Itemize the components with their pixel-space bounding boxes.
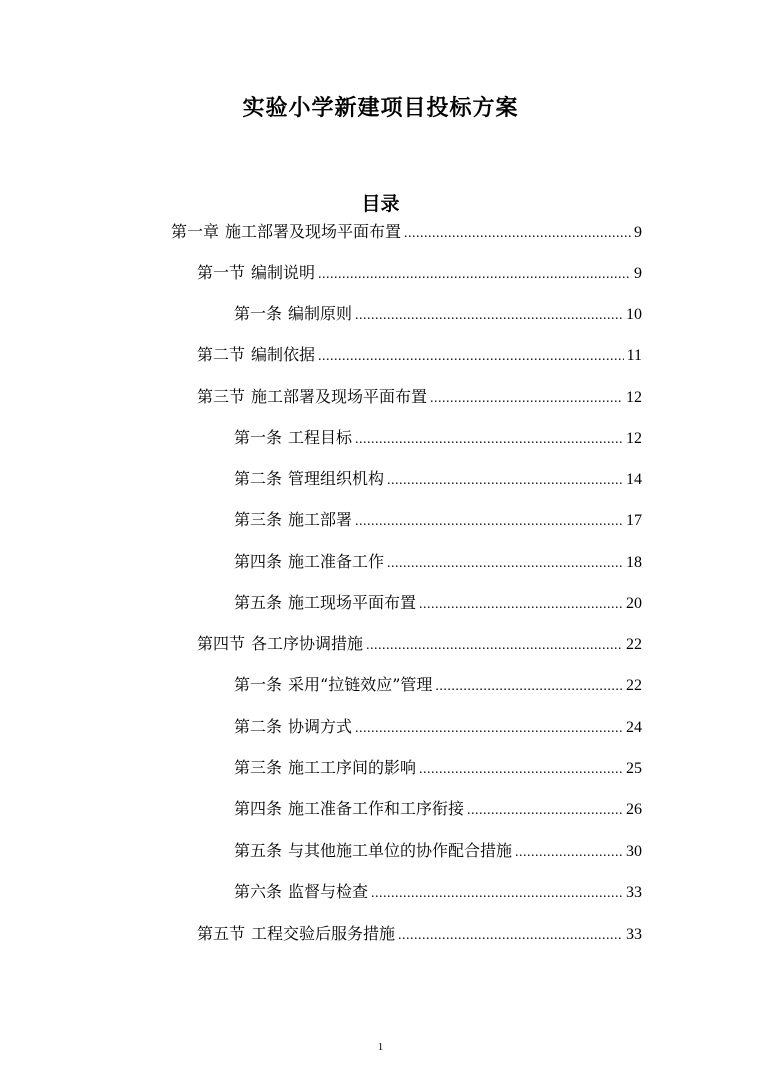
toc-entry-number: 第一条 [234, 304, 283, 323]
toc-dot-leader [318, 262, 631, 288]
toc-dot-leader [355, 509, 623, 535]
toc-entry-page: 12 [626, 389, 642, 406]
toc-article-1-4-3[interactable] [234, 755, 642, 781]
toc-entry-number: 第二条 [234, 469, 283, 488]
toc-chapter-1[interactable] [171, 219, 642, 245]
toc-article-1-3-2[interactable] [234, 466, 642, 492]
toc-entry-title: 各工序协调措施 [251, 634, 364, 653]
toc-entry-page: 9 [634, 265, 642, 282]
toc-entry-page: 22 [626, 677, 642, 694]
toc-dot-leader [355, 303, 623, 329]
toc-article-1-4-1[interactable] [234, 672, 642, 698]
toc-entry-page: 30 [626, 843, 642, 860]
toc-section-1-4[interactable] [197, 631, 642, 657]
toc-heading: 目录 [361, 193, 400, 215]
toc-dot-leader [398, 923, 623, 949]
toc-entry-title: 编制原则 [288, 304, 353, 323]
toc-entry-number: 第五节 [197, 924, 246, 943]
toc-entry-title: 与其他施工单位的协作配合措施 [288, 841, 513, 860]
toc-entry-title: 监督与检查 [288, 882, 369, 901]
toc-entry-title: 采用“拉链效应”管理 [288, 675, 433, 694]
toc-entry-title: 施工准备工作 [288, 552, 385, 571]
toc-entry-number: 第三节 [197, 387, 246, 406]
toc-entry-number: 第三条 [234, 758, 283, 777]
toc-article-1-3-4[interactable] [234, 549, 642, 575]
toc-entry-page: 14 [626, 471, 642, 488]
toc-dot-leader [515, 840, 623, 866]
toc-dot-leader [430, 386, 623, 412]
toc-dot-leader [435, 674, 623, 700]
toc-article-1-4-6[interactable] [234, 879, 642, 905]
toc-entry-page: 33 [626, 926, 642, 943]
toc-entry-page: 33 [626, 884, 642, 901]
toc-article-1-3-3[interactable] [234, 507, 642, 533]
toc-article-1-4-2[interactable] [234, 714, 642, 740]
toc-entry-number: 第五条 [234, 593, 283, 612]
toc-section-1-2[interactable] [197, 342, 642, 368]
document-title: 实验小学新建项目投标方案 [242, 96, 519, 121]
toc-article-1-1-1[interactable] [234, 301, 642, 327]
toc-section-1-5[interactable] [197, 921, 642, 947]
toc-entry-number: 第三条 [234, 510, 283, 529]
toc-entry-number: 第一节 [197, 263, 246, 282]
toc-article-1-4-4[interactable] [234, 796, 642, 822]
toc-entry-number: 第四节 [197, 634, 246, 653]
toc-entry-number: 第二节 [197, 345, 246, 364]
toc-dot-leader [467, 798, 623, 824]
toc-entry-title: 施工工序间的影响 [288, 758, 417, 777]
toc-entry-page: 20 [626, 595, 642, 612]
toc-entry-number: 第二条 [234, 717, 283, 736]
toc-article-1-3-1[interactable] [234, 425, 642, 451]
toc-entry-number: 第六条 [234, 882, 283, 901]
toc-dot-leader [419, 757, 623, 783]
toc-entry-title: 施工准备工作和工序衔接 [288, 799, 465, 818]
toc-dot-leader [387, 551, 623, 577]
toc-entry-page: 11 [626, 347, 642, 364]
toc-article-1-3-5[interactable] [234, 590, 642, 616]
toc-dot-leader [419, 592, 623, 618]
toc-article-1-4-5[interactable] [234, 838, 642, 864]
toc-entry-title: 施工现场平面布置 [288, 593, 417, 612]
toc-dot-leader [355, 716, 623, 742]
toc-dot-leader [318, 344, 624, 370]
toc-entry-title: 编制依据 [251, 345, 316, 364]
toc-entry-number: 第一章 [171, 222, 220, 241]
toc-entry-page: 22 [626, 636, 642, 653]
toc-entry-number: 第四条 [234, 799, 283, 818]
toc-entry-page: 9 [634, 224, 642, 241]
toc-entry-page: 10 [626, 306, 642, 323]
toc-entry-title: 施工部署 [288, 510, 353, 529]
toc-dot-leader [355, 427, 623, 453]
toc-entry-number: 第一条 [234, 675, 283, 694]
toc-entry-number: 第四条 [234, 552, 283, 571]
toc-entry-title: 工程交验后服务措施 [251, 924, 396, 943]
toc-entry-page: 18 [626, 554, 642, 571]
toc-dot-leader [404, 221, 631, 247]
toc-entry-title: 管理组织机构 [288, 469, 385, 488]
toc-entry-page: 17 [626, 512, 642, 529]
page-number: 1 [377, 1041, 384, 1053]
toc-entry-page: 26 [626, 801, 642, 818]
toc-dot-leader [387, 468, 623, 494]
toc-entry-title: 工程目标 [288, 428, 353, 447]
toc-dot-leader [366, 633, 623, 659]
toc-entry-title: 施工部署及现场平面布置 [251, 387, 428, 406]
toc-entry-page: 12 [626, 430, 642, 447]
toc-section-1-1[interactable] [197, 260, 642, 286]
toc-entry-page: 25 [626, 760, 642, 777]
toc-entry-number: 第一条 [234, 428, 283, 447]
toc-dot-leader [371, 881, 623, 907]
toc-entry-title: 编制说明 [251, 263, 316, 282]
toc-section-1-3[interactable] [197, 384, 642, 410]
toc-entry-page: 24 [626, 719, 642, 736]
toc-entry-number: 第五条 [234, 841, 283, 860]
toc-entry-title: 协调方式 [288, 717, 353, 736]
toc-entry-title: 施工部署及现场平面布置 [225, 222, 402, 241]
